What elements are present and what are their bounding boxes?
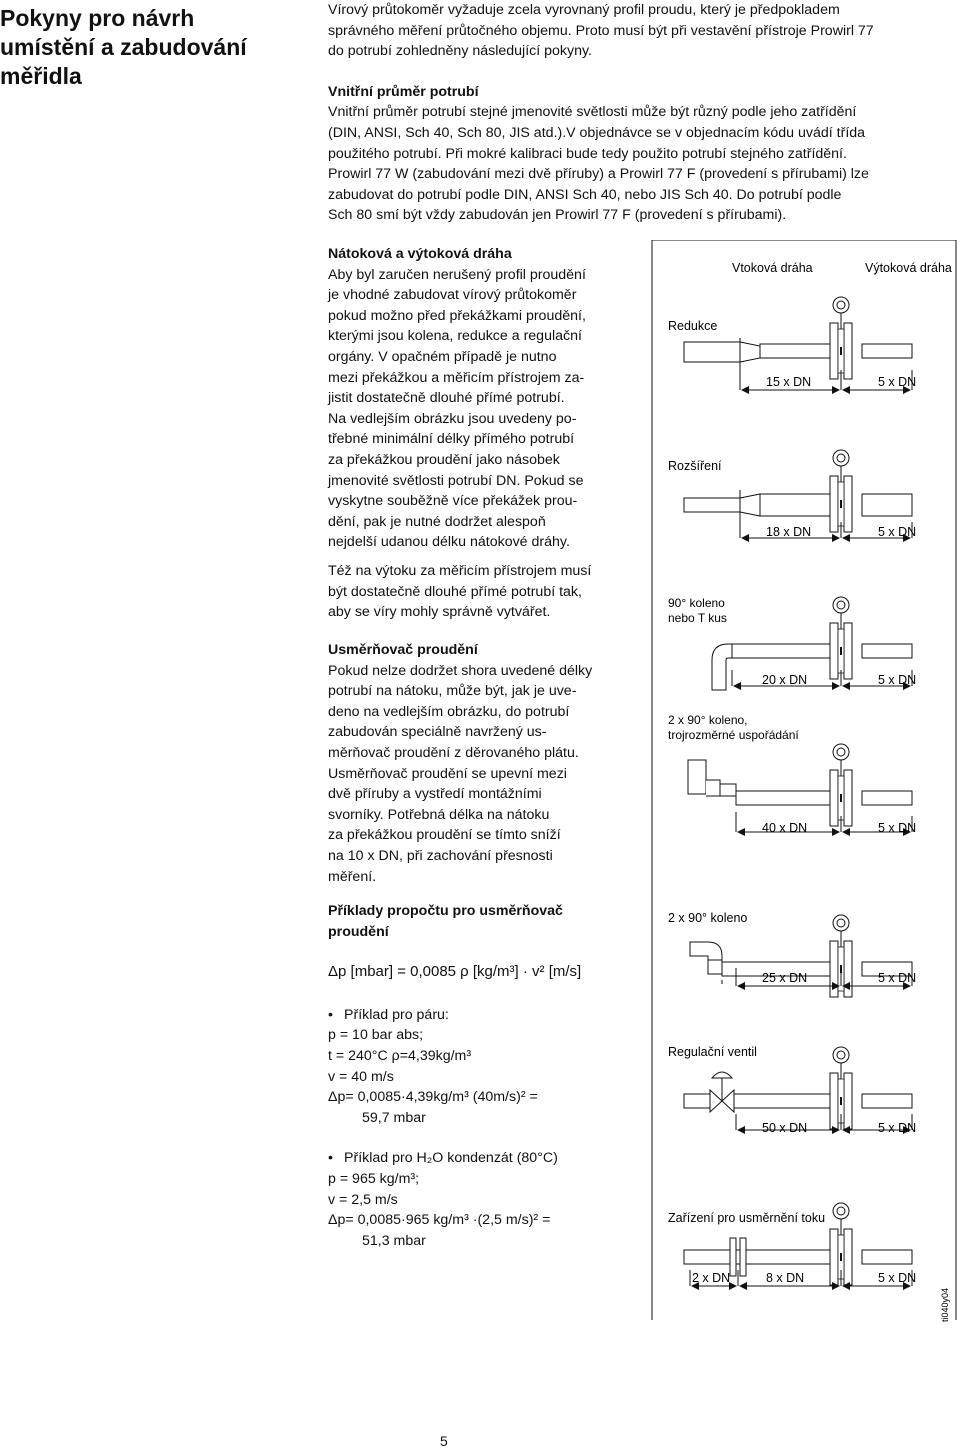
inlet-length: 20 x DN [762, 673, 808, 687]
text-line: Δp= 0,0085·965 kg/m³ ·(2,5 m/s)² = [328, 1212, 551, 1229]
text-line: měrňovač proudění z děrovaného plátu. [328, 744, 579, 761]
text-line: za překážkou proudění se tímto sníží [328, 827, 561, 844]
intro-section [328, 0, 948, 226]
outlet-length: 5 x DN [878, 971, 917, 985]
row-label: 2 x 90° koleno, [668, 713, 748, 727]
inlet-length: 25 x DN [762, 971, 808, 985]
inlet-length-b: 8 x DN [766, 1271, 805, 1285]
text-line: dvě příruby a vystředí montážními [328, 786, 542, 803]
text-line: pokud možno před překážkami proudění, [328, 307, 586, 324]
text-line: zabudován speciálně navržený us- [328, 724, 547, 741]
examples-section [328, 901, 628, 1251]
section-heading: Vnitřní průměr potrubí [328, 83, 479, 100]
figure-code: ti040y04 [940, 1287, 950, 1322]
text-line: Vnitřní průměr potrubí stejné jmenovité světlosti může být různý podle jeho zatřídění [328, 104, 857, 121]
header-inlet: Vtoková dráha [732, 261, 813, 275]
text-line: Pokud nelze dodržet shora uvedené délky [328, 662, 593, 679]
row-label: Zařízení pro usměrnění toku [668, 1211, 826, 1225]
page-number: 5 [440, 1433, 448, 1449]
text-line: nejdelší udanou délku nátokové dráhy. [328, 534, 570, 551]
text-line: být dostatečně dlouhé přímé potrubí tak, [328, 583, 582, 600]
text-line: kterými jsou kolena, redukce a regulační [328, 328, 582, 345]
text-line: zabudovat do potrubí podle DIN, ANSI Sch 40, nebo JIS Sch 40. Do potrubí podle [328, 186, 842, 203]
section-heading: Usměrňovač proudění [328, 642, 478, 658]
text-line: Též na výtoku za měřicím přístrojem musí [328, 563, 592, 579]
header-outlet: Výtoková dráha [865, 261, 952, 275]
text-line: jmenovité světlosti potrubí DN. Pokud se [328, 472, 584, 489]
text-line: do potrubí zohledněny následující pokyny. [328, 43, 592, 60]
section-heading: proudění [328, 923, 389, 940]
text-line: Sch 80 smí být vždy zabudován jen Prowirl 77 F (provedení s přírubami). [328, 207, 787, 224]
diagram-row-control-valve [668, 1045, 916, 1135]
page-title [0, 4, 310, 91]
text-line: Aby byl zaručen nerušený profil proudění [328, 266, 586, 283]
row-label: Regulační ventil [668, 1045, 757, 1059]
outlet-length: 5 x DN [878, 673, 917, 687]
text-line: správného měření průtočného objemu. Proto musí být při vestavění přístroje Prowirl 77 [328, 22, 874, 39]
outlet-length: 5 x DN [878, 525, 917, 539]
inlet-length: 15 x DN [766, 375, 812, 389]
text-line: p = 10 bar abs; [328, 1027, 424, 1044]
text-line: Na vedlejším obrázku jsou uvedeny po- [328, 410, 577, 427]
section-heading: Příklady propočtu pro usměrňovač [328, 903, 563, 919]
text-line: použitého potrubí. Při mokré kalibraci bude tedy použito potrubí stejného zatřídění. [328, 145, 847, 162]
text-line: aby se víry mohly správně vytvářet. [328, 604, 551, 621]
inlet-length: 40 x DN [762, 821, 808, 835]
outlet-length: 5 x DN [878, 375, 917, 389]
list-item: • Příklad pro H₂O kondenzát (80°C) [328, 1148, 628, 1169]
outlet-length: 5 x DN [878, 1121, 917, 1135]
diagram-row-reduction [668, 297, 916, 390]
text-line: Prowirl 77 W (zabudování mezi dvě příruby) a Prowirl 77 F (provedení s přírubami) lze [328, 166, 869, 183]
row-label: Redukce [668, 319, 718, 333]
text-line: svorníky. Potřebná délka na nátoku [328, 806, 550, 823]
text-line: p = 965 kg/m³; [328, 1170, 420, 1187]
text-line: 51,3 mbar [362, 1232, 426, 1249]
inlet-length: 18 x DN [766, 525, 812, 539]
inlet-length-a: 2 x DN [692, 1271, 731, 1285]
diagram-row-expansion [668, 450, 916, 539]
outlet-length: 5 x DN [878, 1271, 917, 1285]
text-line: v = 2,5 m/s [328, 1191, 398, 1208]
formula: Δp [mbar] = 0,0085 ρ [kg/m³] · v² [m/s] [328, 963, 582, 981]
text-line: Usměrňovač proudění se upevní mezi [328, 765, 567, 782]
diagram-row-elbow [668, 596, 916, 690]
section-heading: Nátoková a výtoková dráha [328, 246, 512, 262]
inlet-length: 50 x DN [762, 1121, 808, 1135]
text-line: v = 40 m/s [328, 1068, 394, 1085]
text-line: deno na vedlejším obrázku, do potrubí [328, 703, 570, 720]
outlet-section [328, 561, 628, 623]
row-label: trojrozměrné uspořádání [668, 728, 799, 742]
text-line: na 10 x DN, při zachování přesnosti [328, 847, 553, 864]
text-line: vyskytne souběžně více překážek prou- [328, 493, 578, 510]
row-label: 90° koleno [668, 596, 725, 610]
title-line: měřidla [0, 63, 82, 89]
list-item: • Příklad pro páru: [328, 1005, 628, 1026]
text-line: jistit dostatečně dlouhé přímé potrubí. [328, 390, 565, 407]
text-line: orgány. V opačném případě je nutno [328, 348, 557, 365]
text-line: 59,7 mbar [362, 1109, 426, 1126]
text-line: mezi překážkou a měřicím přístrojem za- [328, 369, 585, 386]
row-label: nebo T kus [668, 611, 727, 625]
text-line: (DIN, ANSI, Sch 40, Sch 80, JIS atd.).V objednávce se v objednacím kódu uvádí třída [328, 124, 866, 141]
text-line: za překážkou proudění jako násobek [328, 451, 560, 468]
row-label: Rozšíření [668, 459, 722, 473]
diagram-row-double-elbow [668, 911, 916, 997]
text-line: dění, pak je nutné dodržet alespoň [328, 513, 546, 530]
text-line: třebné minimální délky přímého potrubí [328, 431, 575, 448]
diagram-row-double-elbow-3d [668, 713, 916, 835]
text-line: Δp= 0,0085·4,39kg/m³ (40m/s)² = [328, 1089, 538, 1106]
text-line: je vhodné zabudovat vírový průtokoměr [328, 287, 577, 304]
inlet-section [328, 244, 628, 553]
text-line: potrubí na nátoku, může být, jak je uve- [328, 683, 577, 700]
conditioner-section [328, 640, 628, 887]
row-label: 2 x 90° koleno [668, 911, 748, 925]
text-line: měření. [328, 868, 377, 885]
diagram-row-flow-conditioner [668, 1203, 916, 1286]
text-line: t = 240°C ρ=4,39kg/m³ [328, 1047, 472, 1064]
title-line: Pokyny pro návrh [0, 5, 195, 31]
outlet-length: 5 x DN [878, 821, 917, 835]
text-line: Vírový průtokoměr vyžaduje zcela vyrovnaný profil proudu, který je předpokladem [328, 2, 840, 18]
inlet-outlet-diagram [650, 240, 958, 1340]
title-line: umístění a zabudování [0, 34, 247, 60]
